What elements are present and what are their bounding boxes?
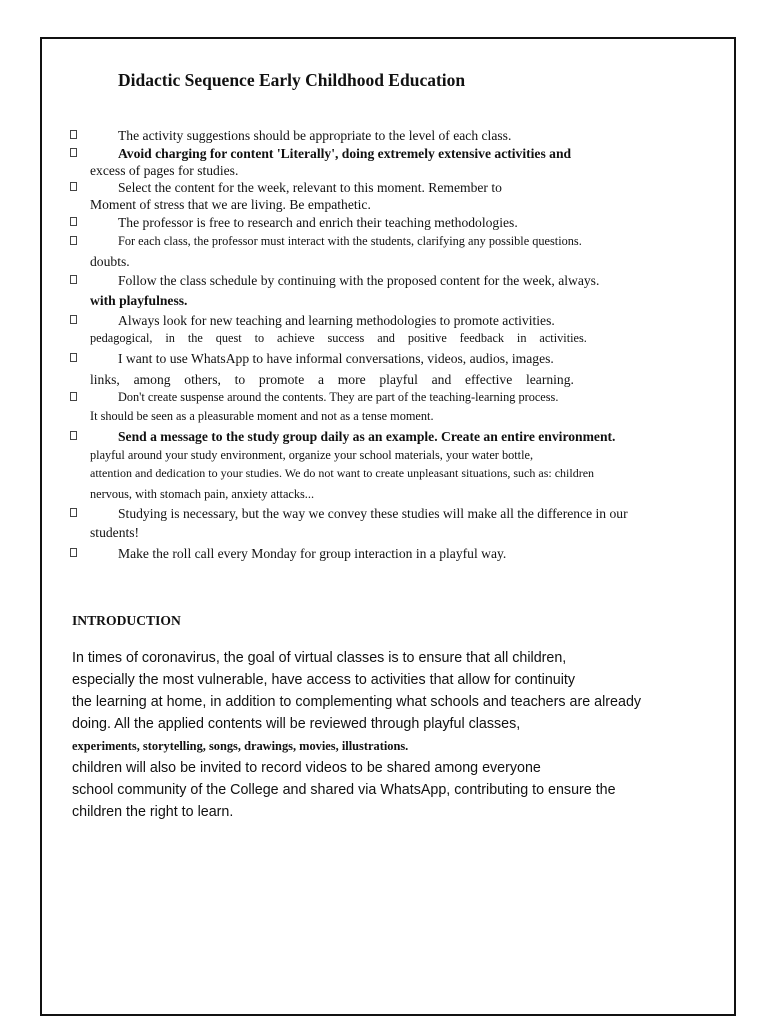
bullet-checkbox — [70, 182, 77, 191]
bullet-line: with playfulness. — [90, 293, 188, 308]
word: to — [234, 372, 246, 387]
introduction-line: children will also be invited to record videos to be shared among everyone — [72, 760, 541, 776]
bullet-line: Moment of stress that we are living. Be empathetic. — [90, 197, 371, 212]
bullet-checkbox — [70, 236, 77, 245]
word: the — [187, 331, 203, 345]
bullet-line-justified — [90, 330, 587, 347]
word: learning. — [525, 372, 574, 387]
bullet-line: Don't create suspense around the contents. They are part of the teaching-learning process. — [118, 390, 559, 404]
word: quest — [215, 331, 242, 345]
introduction-line: especially the most vulnerable, have access to activities that allow for continuity — [72, 672, 576, 688]
introduction-line: school community of the College and shared via WhatsApp, contributing to ensure the — [72, 782, 616, 798]
bullet-line: nervous, with stomach pain, anxiety attacks... — [90, 487, 315, 501]
word: others, — [184, 372, 221, 387]
bullet-line: Follow the class schedule by continuing with the proposed content for the week, always. — [118, 273, 600, 288]
bullet-checkbox — [70, 508, 77, 517]
introduction-line: the learning at home, in addition to complementing what schools and teachers are already — [72, 694, 642, 710]
bullet-checkbox — [70, 431, 77, 440]
introduction-heading: INTRODUCTION — [72, 613, 181, 628]
bullet-line: students! — [90, 525, 140, 540]
bullet-line: The activity suggestions should be appropriate to the level of each class. — [118, 128, 512, 143]
word: and — [377, 331, 395, 345]
bullet-line: For each class, the professor must interact with the students, clarifying any possible questions. — [118, 234, 582, 248]
introduction-line: doing. All the applied contents will be reviewed through playful classes, — [72, 716, 521, 732]
word: among — [133, 372, 171, 387]
bullet-line: Studying is necessary, but the way we convey these studies will make all the difference in our — [118, 506, 628, 521]
bullet-checkbox — [70, 548, 77, 557]
word: positive — [407, 331, 447, 345]
word: in — [165, 331, 175, 345]
word: and — [431, 372, 452, 387]
bullet-line: I want to use WhatsApp to have informal conversations, videos, audios, images. — [118, 351, 554, 366]
bullet-checkbox — [70, 315, 77, 324]
introduction-line: children the right to learn. — [72, 804, 234, 820]
bullet-checkbox — [70, 148, 77, 157]
bullet-line: excess of pages for studies. — [90, 163, 239, 178]
bullet-line: doubts. — [90, 254, 130, 269]
word: feedback — [459, 331, 505, 345]
bullet-line: Always look for new teaching and learning methodologies to promote activities. — [118, 313, 555, 328]
introduction-line-bold: experiments, storytelling, songs, drawings, movies, illustrations. — [72, 739, 409, 753]
bullet-checkbox — [70, 353, 77, 362]
bullet-line: Send a message to the study group daily as an example. Create an entire environment. — [118, 429, 616, 444]
bullet-line: Make the roll call every Monday for group interaction in a playful way. — [118, 546, 507, 561]
bullet-line: Select the content for the week, relevant to this moment. Remember to — [118, 180, 502, 195]
word: in — [516, 331, 527, 345]
word: links, — [90, 372, 120, 387]
bullet-line: It should be seen as a pleasurable moment and not as a tense moment. — [90, 409, 434, 423]
bullet-line: The professor is free to research and enrich their teaching methodologies. — [118, 215, 518, 230]
bullet-checkbox — [70, 275, 77, 284]
word: promote — [258, 372, 305, 387]
word: to — [254, 331, 265, 345]
word: success — [327, 331, 365, 345]
introduction-line: In times of coronavirus, the goal of virtual classes is to ensure that all children, — [72, 650, 567, 666]
bullet-line: Avoid charging for content 'Literally', doing extremely extensive activities and — [118, 146, 572, 161]
word: activities. — [539, 331, 587, 345]
word: pedagogical, — [90, 331, 153, 345]
bullet-checkbox — [70, 392, 77, 401]
word: achieve — [277, 331, 315, 345]
word: a — [317, 372, 324, 387]
word: playful — [379, 372, 418, 387]
word: effective — [464, 372, 513, 387]
bullet-line: attention and dedication to your studies. We do not want to create unpleasant situations, such as: children — [90, 466, 595, 480]
bullet-line: playful around your study environment, organize your school materials, your water bottle, — [90, 448, 534, 462]
document-title: Didactic Sequence Early Childhood Education — [118, 70, 466, 90]
bullet-line-justified — [90, 371, 574, 388]
bullet-checkbox — [70, 130, 77, 139]
bullet-checkbox — [70, 217, 77, 226]
word: more — [337, 372, 366, 387]
